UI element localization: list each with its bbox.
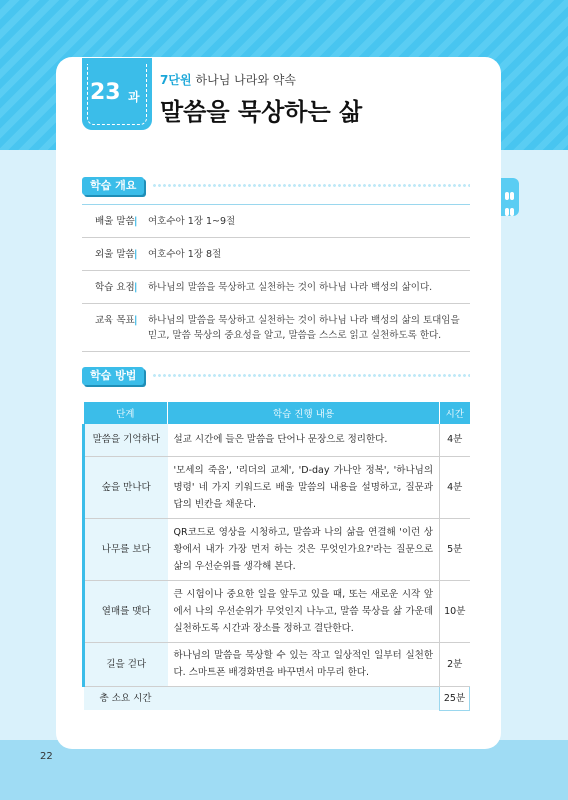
footer-band [0, 740, 568, 800]
total-time: 25분 [440, 686, 470, 710]
overview-divider [152, 183, 470, 189]
unit-line [160, 71, 296, 88]
overview-label: 외울 말씀 [95, 249, 135, 260]
total-row [84, 686, 470, 710]
column-header-content: 학습 진행 내용 [168, 402, 440, 424]
time-cell: 10분 [440, 580, 470, 642]
overview-label: 배울 말씀 [95, 216, 135, 227]
time-cell: 4분 [440, 424, 470, 456]
table-row [84, 456, 470, 518]
lesson-number: 23 [90, 80, 121, 105]
overview-value: 하나님의 말씀을 묵상하고 실천하는 것이 하나님 나라 백성의 삶이다. [148, 282, 433, 293]
plan-heading: 학습 방법 [82, 367, 144, 385]
content-cell: 큰 시험이나 중요한 일을 앞두고 있을 때, 또는 새로운 시작 앞에서 나의 우선순위가 무엇인지 나누고, 말씀 묵상을 삶 가운데 실천하도록 시간과 장소를 정하고 결단한다. [168, 580, 440, 642]
stage-cell: 나무를 보다 [84, 518, 168, 580]
unit-title: 하나님 나라와 약속 [195, 73, 296, 87]
time-cell: 2분 [440, 642, 470, 686]
lesson-title: 말씀을 묵상하는 삶 [160, 98, 363, 126]
table-row [84, 518, 470, 580]
overview-label: 교육 목표 [95, 315, 135, 326]
lesson-badge [82, 58, 152, 130]
content-cell: 설교 시간에 들은 말씀을 단어나 문장으로 정리한다. [168, 424, 440, 456]
unit-label: 7단원 [160, 73, 192, 87]
time-cell: 4분 [440, 456, 470, 518]
stage-cell: 열매를 맺다 [84, 580, 168, 642]
stage-cell: 말씀을 기억하다 [84, 424, 168, 456]
lesson-suffix: 과 [128, 90, 140, 104]
overview-row: 배울 말씀 | 여호수아 1장 1~9절 [82, 204, 470, 238]
overview-list [82, 204, 470, 352]
time-cell: 5분 [440, 518, 470, 580]
overview-heading: 학습 개요 [82, 177, 144, 195]
table-row [84, 642, 470, 686]
total-label: 총 소요 시간 [84, 686, 168, 710]
column-header-stage: 단계 [84, 402, 168, 424]
overview-value: 하나님의 말씀을 묵상하고 실천하는 것이 하나님 나라 백성의 삶의 토대임을 믿고, 말씀 묵상의 중요성을 알고, 말씀을 스스로 읽고 실천하도록 한다. [148, 315, 460, 341]
side-index-tab [501, 178, 519, 216]
page-number: 22 [40, 751, 53, 762]
content-cell: 하나님의 말씀을 묵상할 수 있는 작고 일상적인 일부터 실천한다. 스마트폰 배경화면을 바꾸면서 마무리 한다. [168, 642, 440, 686]
overview-row: 교육 목표 | 하나님의 말씀을 묵상하고 실천하는 것이 하나님 나라 백성의 삶의 토대임을 믿고, 말씀 묵상의 중요성을 알고, 말씀을 스스로 읽고 실천하도록 한다. [82, 304, 470, 352]
stage-cell: 길을 걷다 [84, 642, 168, 686]
overview-row: 외울 말씀 | 여호수아 1장 8절 [82, 238, 470, 271]
plan-table [82, 402, 470, 711]
table-row [84, 580, 470, 642]
tab-dots-icon [505, 185, 515, 193]
stage-cell: 숲을 만나다 [84, 456, 168, 518]
content-cell: '모세의 죽음', '리더의 교체', 'D-day 가나안 정복', '하나님의 명령' 네 가지 키워드로 배울 말씀의 내용을 설명하고, 질문과 답의 빈칸을 채운다. [168, 456, 440, 518]
overview-value: 여호수아 1장 8절 [148, 249, 222, 260]
overview-row: 학습 요점 | 하나님의 말씀을 묵상하고 실천하는 것이 하나님 나라 백성의 삶이다. [82, 271, 470, 304]
tab-dots-icon [505, 201, 515, 209]
table-row [84, 424, 470, 456]
column-header-time: 시간 [440, 402, 470, 424]
overview-label: 학습 요점 [95, 282, 135, 293]
plan-divider [152, 373, 470, 379]
plan-header-row [84, 402, 470, 424]
overview-value: 여호수아 1장 1~9절 [148, 216, 236, 227]
content-cell: QR코드로 영상을 시청하고, 말씀과 나의 삶을 연결해 '이런 상황에서 내가 가장 먼저 하는 것은 무엇인가요?'라는 질문으로 삶의 우선순위를 생각해 본다. [168, 518, 440, 580]
